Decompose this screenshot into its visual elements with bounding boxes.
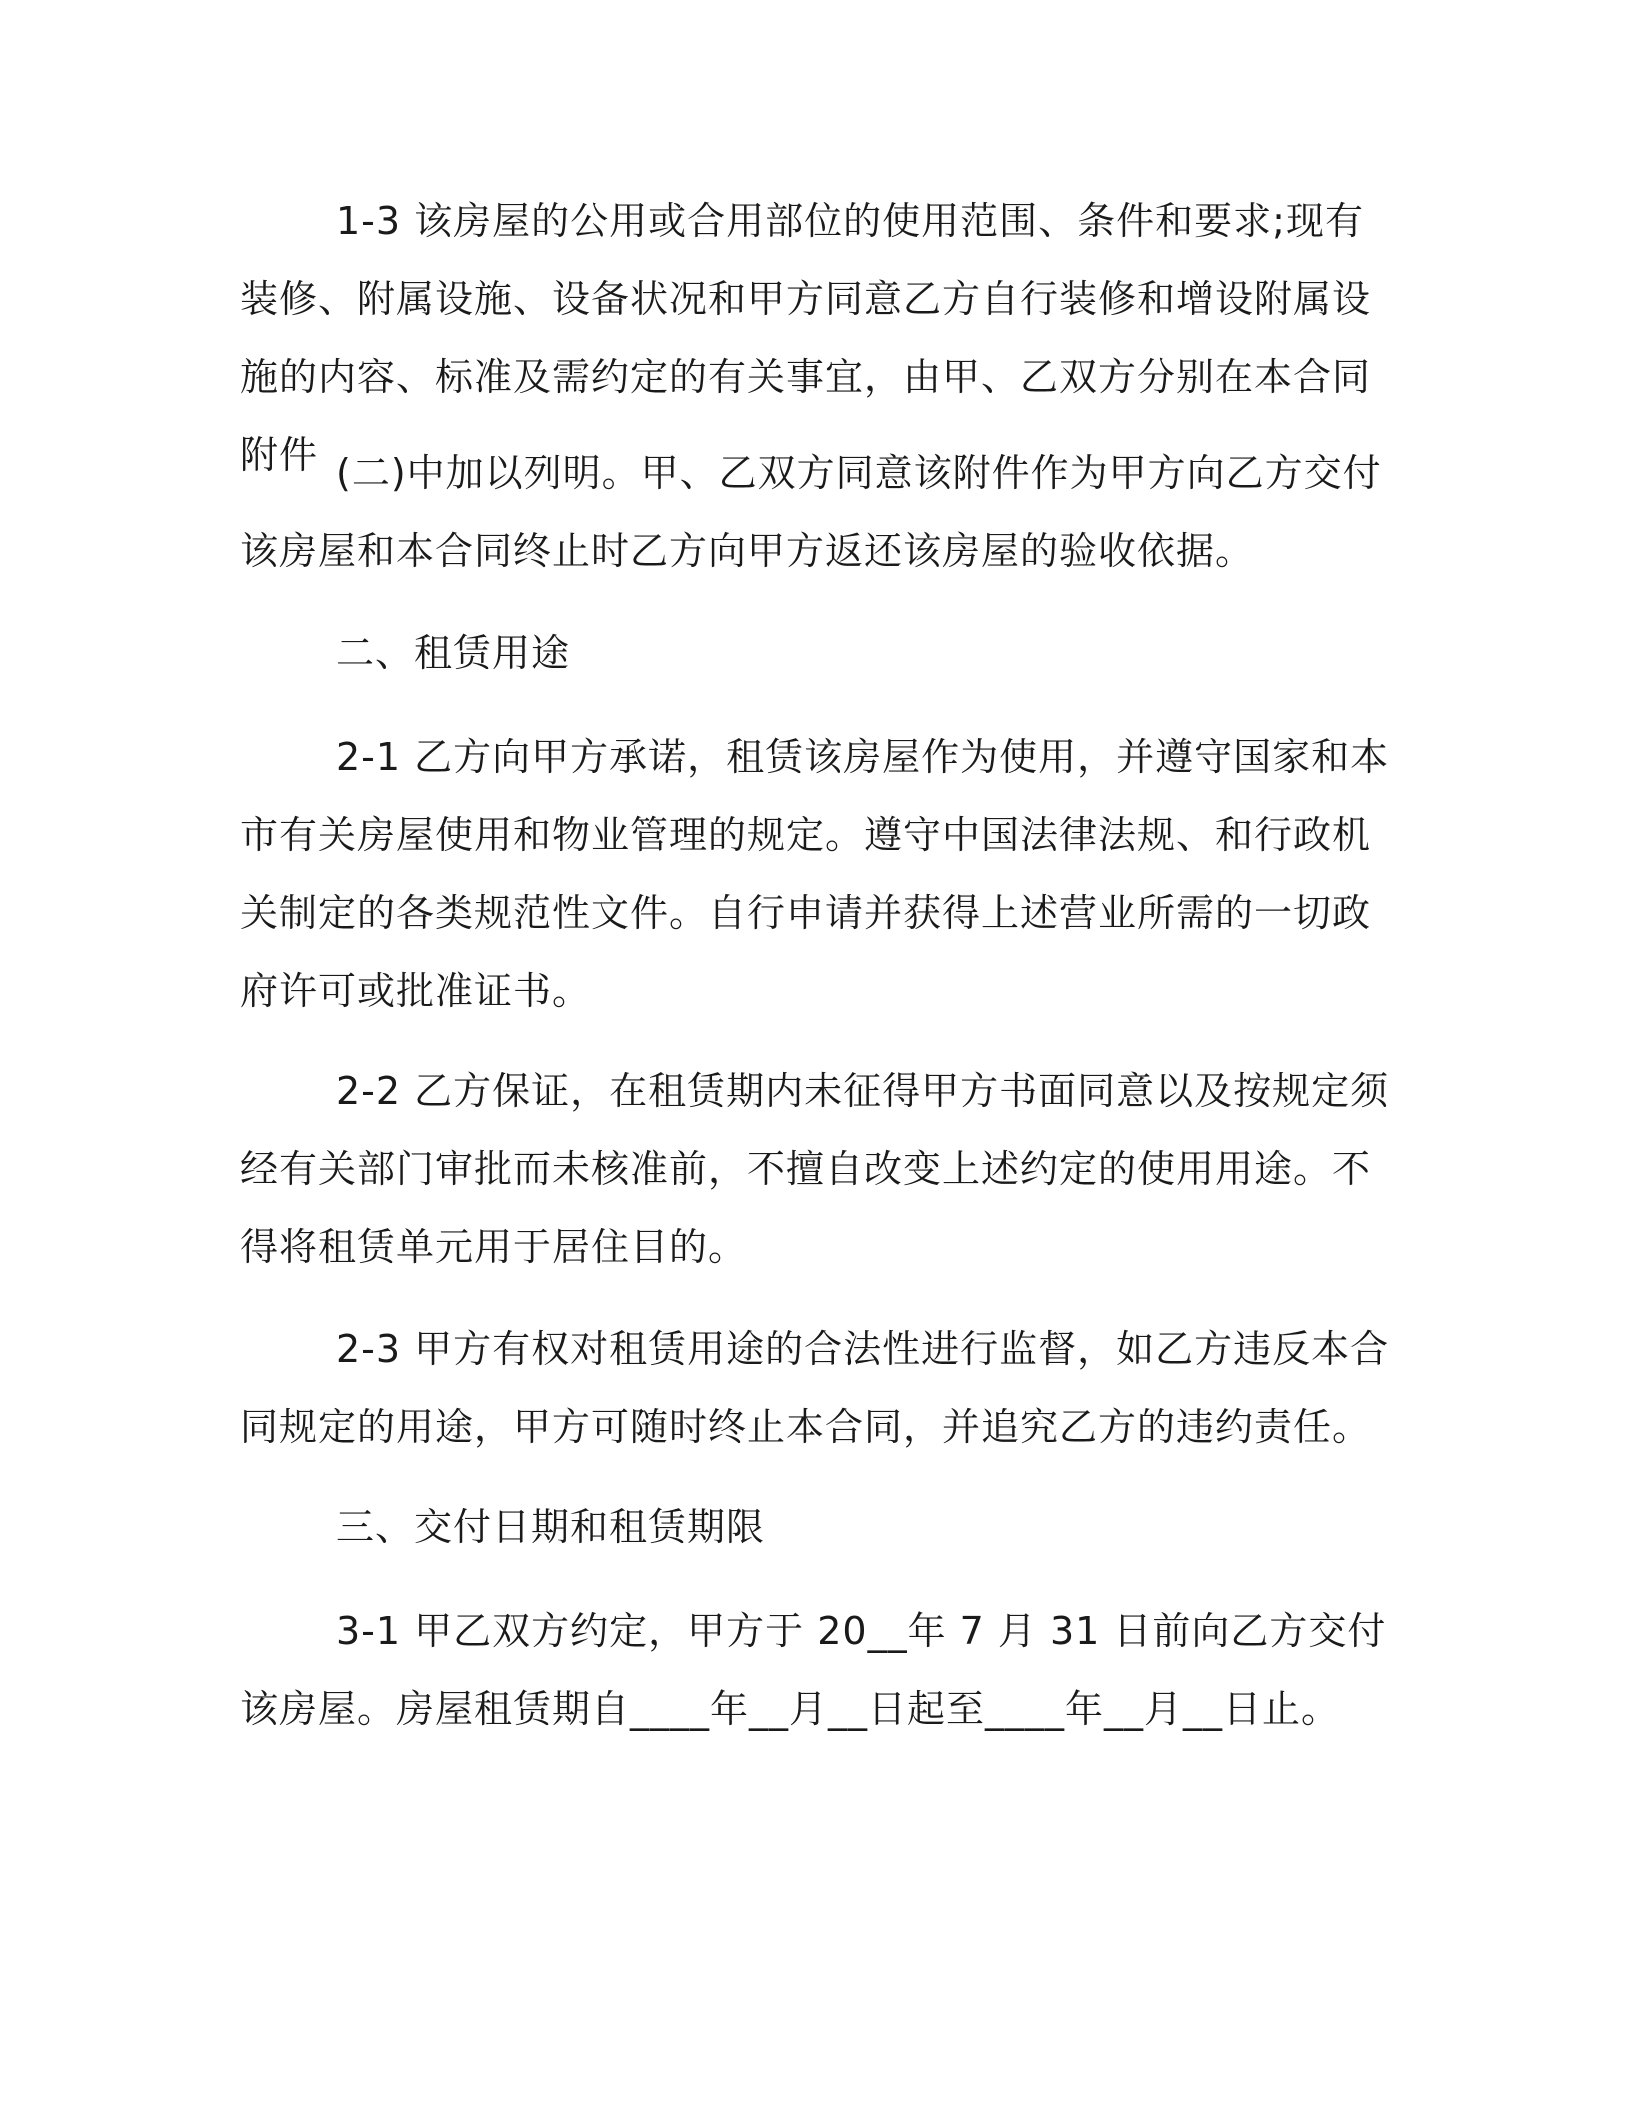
section-heading-delivery-term: 三、交付日期和租赁期限 — [336, 1505, 766, 1549]
paragraph-2-2: 2-2 乙方保证，在租赁期内未征得甲方书面同意以及按规定须经有关部门审批而未核准前，不擅自改变上述约定的使用用途。不得将租赁单元用于居住目的。 — [240, 1069, 1390, 1269]
paragraph-2-3: 2-3 甲方有权对租赁用途的合法性进行监督，如乙方违反本合同规定的用途，甲方可随时终止本合同，并追究乙方的违约责任。 — [240, 1327, 1390, 1449]
paragraph-3-1: 3-1 甲乙双方约定，甲方于 20__年 7 月 31 日前向乙方交付该房屋。房屋租赁期自____年__月__日起至____年__月__日止。 — [240, 1609, 1387, 1731]
paragraph-1-3: 1-3 该房屋的公用或合用部位的使用范围、条件和要求;现有装修、附属设施、设备状况和甲方同意乙方自行装修和增设附属设施的内容、标准及需约定的有关事宜，由甲、乙双方分别在本合同附件 — [240, 199, 1372, 477]
paragraph-2-1: 2-1 乙方向甲方承诺，租赁该房屋作为使用，并遵守国家和本市有关房屋使用和物业管理的规定。遵守中国法律法规、和行政机关制定的各类规范性文件。自行申请并获得上述营业所需的一切政府许可或批准证书。 — [240, 735, 1390, 1013]
section-heading-lease-use: 二、租赁用途 — [336, 631, 571, 675]
paragraph-annex-2: (二)中加以列明。甲、乙双方同意该附件作为甲方向乙方交付该房屋和本合同终止时乙方向甲方返还该房屋的验收依据。 — [240, 451, 1382, 573]
